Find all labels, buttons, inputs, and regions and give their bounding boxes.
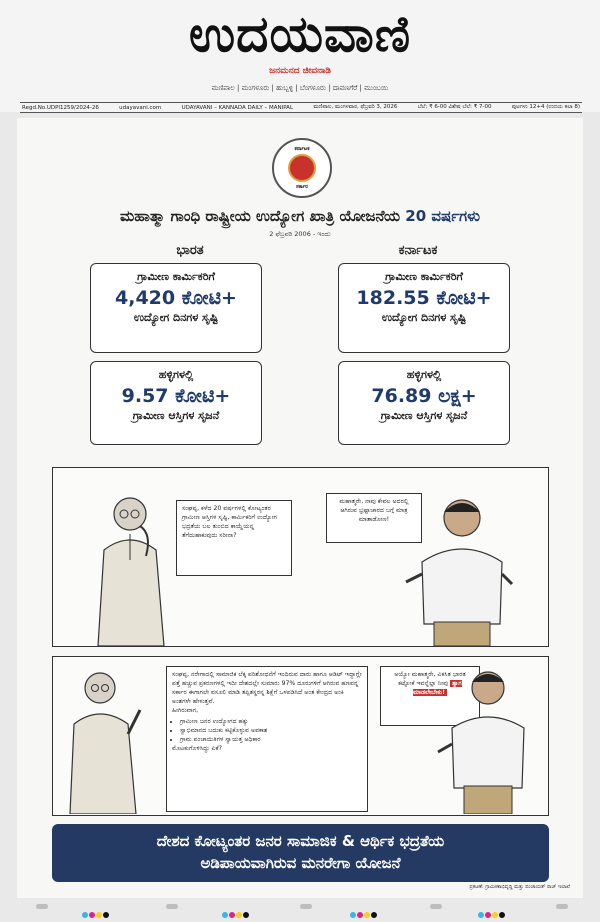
stat-karnataka-assets [338, 361, 510, 445]
dateline-bar [20, 102, 582, 113]
reg-number: Regd.No.UDPI1259/2024-26 [22, 104, 99, 111]
period-text: 2 ಫೆಬ್ರವರಿ 2006 - ಇಂದು [269, 230, 331, 238]
stat-label-top: ಹಳ್ಳಿಗಳಲ್ಲಿ [406, 368, 442, 381]
stat-label-top: ಗ್ರಾಮೀಣ ಕಾರ್ಮಿಕರಿಗೆ [137, 270, 215, 283]
banner-line-2: ಅಡಿಪಾಯವಾಗಿರುವ ಮನರೇಗಾ ಯೋಜನೆ [200, 854, 401, 872]
stat-label-top: ಗ್ರಾಮೀಣ ಕಾರ್ಮಿಕರಿಗೆ [385, 270, 463, 283]
gandhi-pointing-figure-icon [66, 664, 146, 814]
stat-karnataka-workdays [338, 263, 510, 353]
gandhi-figure-icon [90, 490, 180, 646]
man-speech-bubble-1: ಮಹಾತ್ಮರೇ, ನಾವು ಕೇವಲ ಅದರಲ್ಲಿ ಆಗಿರುವ ಭ್ರಷ್ಟಾಚಾರದ ಬಗ್ಗೆ ಮಾತ್ರ ಮಾತಾಡೋಣ! [326, 493, 422, 543]
stat-value: 4,420 ಕೋಟಿ+ [115, 287, 237, 309]
stat-india-workdays [90, 263, 262, 353]
gandhi-question-lead: ಹೀಗಿರುವಾಗ, [172, 706, 199, 714]
emblem-crest [288, 154, 316, 182]
bottom-banner [52, 824, 549, 882]
stat-label-bottom: ಉದ್ಯೋಗ ದಿನಗಳ ಸೃಷ್ಟಿ [381, 311, 467, 324]
gandhi-question-end: ಮೊಟಕುಗೊಳಿಸಿದ್ದು ಏಕೆ? [172, 744, 222, 752]
color-registration-icon [478, 903, 506, 911]
banner-line-1: ದೇಶದ ಕೋಟ್ಯಂತರ ಜನರ ಸಾಮಾಜಿಕ & ಆರ್ಥಿಕ ಭದ್ರತೆಯ [156, 832, 445, 850]
stat-label-bottom: ಗ್ರಾಮೀಣ ಆಸ್ತಿಗಳ ಸೃಜನೆ [132, 409, 220, 422]
color-registration-icon [350, 903, 378, 911]
rights-list [172, 718, 362, 745]
stat-value: 9.57 ಕೋಟಿ+ [121, 385, 231, 407]
registration-oval-icon [556, 904, 568, 909]
paper-name: UDAYAVANI – KANNADA DAILY – MANIPAL [181, 104, 294, 111]
gandhi-intro-text: ಸಂಘಪ್ಪ, ನರೇಗಾದಲ್ಲಿ ಸಾಮಾಜಿಕ ಲೆಕ್ಕ ಪರಿಶೋಧನೆಗೆ ಇಂದಿರುವ ದಾರು ಹಾಗೂ ಆಡಿಟ್ ಇದ್ದಾಗ್ಲೇ ಪತ್ತೆ ಹಚ್ಚುವ ಪ್ರಕರಣಗಳಲ್ಲಿ ಇದೀ ದೇಶದಲ್ಲೇ ಸುಮಾರು 97% ದೂರುಗಳಿಗೆ ಆಗಿರುವ ಹಣವನ್ನ ಸರ್ಕಾರ ಈಗಾಗಲೇ ವಸೂಲಿ ಮಾಡಿ ತಪ್ಪಿತಸ್ಥರನ್ನ ಶಿಕ್ಷೆಗೆ ಒಳಪಡಿಸಿದೆ ಅಂತ ಕೇಂದ್ರದ ಅಂಕಿ ಅಂಶಗಳೇ ಹೇಳುತ್ತವೆ. [172, 671, 362, 705]
color-registration-icon [82, 903, 110, 911]
registration-oval-icon [36, 904, 48, 909]
gandhi-speech-bubble-2 [166, 666, 368, 812]
column-title-india: ಭಾರತ [176, 243, 204, 258]
registration-oval-icon [430, 904, 442, 909]
masthead [0, 0, 600, 112]
stat-label-bottom: ಉದ್ಯೋಗ ದಿನಗಳ ಸೃಷ್ಟಿ [133, 311, 219, 324]
registration-oval-icon [166, 904, 178, 909]
man-thinking-figure-icon [436, 664, 536, 814]
stat-value: 182.55 ಕೋಟಿ+ [356, 287, 492, 309]
newspaper-title: ಉದಯವಾಣಿ [188, 4, 412, 63]
man-reply-highlight: ತ್ಯಾಗ ಮಾಡಲೇಬೇಕು! [413, 679, 462, 696]
print-registration-marks [0, 903, 600, 915]
list-item: • ಗ್ರಾಮ ಪಂಚಾಯಿತಿಗಳ ಸ್ವಾಯತ್ತ ಅಧಿಕಾರ [180, 736, 362, 745]
man-reply-text: ಅಯ್ಯೋ ಮಹಾತ್ಮರೇ, ವಿಕಸಿತ ಭಾರತ ಕಟ್ಟೋಕೆ ಇವನ್ನೆಲ್ಲಾ ನೀವು [394, 671, 466, 687]
headline-highlight: 20 ವರ್ಷಗಳು [405, 207, 480, 225]
color-registration-icon [222, 903, 250, 911]
list-item: • ಸ್ವಾಭಿಮಾನದ ಬದುಕು ಕಟ್ಟಿಕೊಳ್ಳುವ ಅವಕಾಶ [180, 727, 362, 736]
issuer-credit: ಪ್ರಕಟಣೆ: ಗ್ರಾಮೀಣಾಭಿವೃದ್ಧಿ ಮತ್ತು ಪಂಚಾಯತ್ ರಾಜ್ ಇಲಾಖೆ [469, 884, 570, 890]
page-count: ಪುಟಗಳು 12+4 (ಉದಯ ಕಲಾ 8) [511, 104, 580, 110]
list-item: • ಗ್ರಾಮೀಣ ಜನರ ಉದ್ಯೋಗದ ಹಕ್ಕು [180, 718, 362, 727]
price: ಬೆಲೆ: ₹ 6-00 ವಿಶೇಷ ಬೆಲೆ: ₹ 7-00 [417, 104, 492, 110]
man-figure-icon [404, 492, 514, 646]
edition-list: ಮಣಿಪಾಲ | ಮಂಗಳೂರು | ಹುಬ್ಬಳ್ಳಿ | ಬೆಂಗಳೂರು | ದಾವಣಗೆರೆ | ಮುಂಬಯಿ [211, 84, 389, 92]
website: udayavani.com [119, 104, 162, 111]
issue-date: ಮಣಿಪಾಲ, ಮಂಗಳವಾರ, ಫೆಬ್ರವರಿ 3, 2026 [313, 104, 398, 110]
registration-oval-icon [300, 904, 312, 909]
emblem-bottom-text: ಸರ್ಕಾರ [296, 184, 308, 190]
ad-headline [30, 207, 570, 225]
stat-value: 76.89 ಲಕ್ಷ+ [371, 385, 477, 407]
newspaper-tagline: ಜನಮನದ ಜೀವನಾಡಿ [269, 66, 331, 76]
gandhi-speech-bubble-1: ಸಂಘಪ್ಪ, ಕಳೆದ 20 ವರ್ಷಗಳಲ್ಲಿ ಕೋಟ್ಯಂತರ ಗ್ರಾಮೀಣ ಆಸ್ತಿಗಳ ಸೃಷ್ಟಿ, ಕಾರ್ಮಿಕರಿಗೆ ಉದ್ಯೋಗ ಭದ್ರತೆಯ ಬಲ ತುಂಬಿದ ಕಾಯ್ದೆಯನ್ನ ತೆಗೆದುಹಾಕುವುದು ಸರೀನಾ? [176, 500, 292, 576]
emblem-top-text: ಕರ್ನಾಟಕ [294, 146, 310, 152]
stat-india-assets [90, 361, 262, 445]
stat-label-top: ಹಳ್ಳಿಗಳಲ್ಲಿ [158, 368, 194, 381]
stat-label-bottom: ಗ್ರಾಮೀಣ ಆಸ್ತಿಗಳ ಸೃಜನೆ [380, 409, 468, 422]
headline-main: ಮಹಾತ್ಮಾ ಗಾಂಧಿ ರಾಷ್ಟ್ರೀಯ ಉದ್ಯೋಗ ಖಾತ್ರಿ ಯೋಜನೆಯ [119, 207, 401, 225]
column-title-karnataka: ಕರ್ನಾಟಕ [398, 243, 438, 258]
karnataka-emblem-icon [272, 138, 332, 198]
